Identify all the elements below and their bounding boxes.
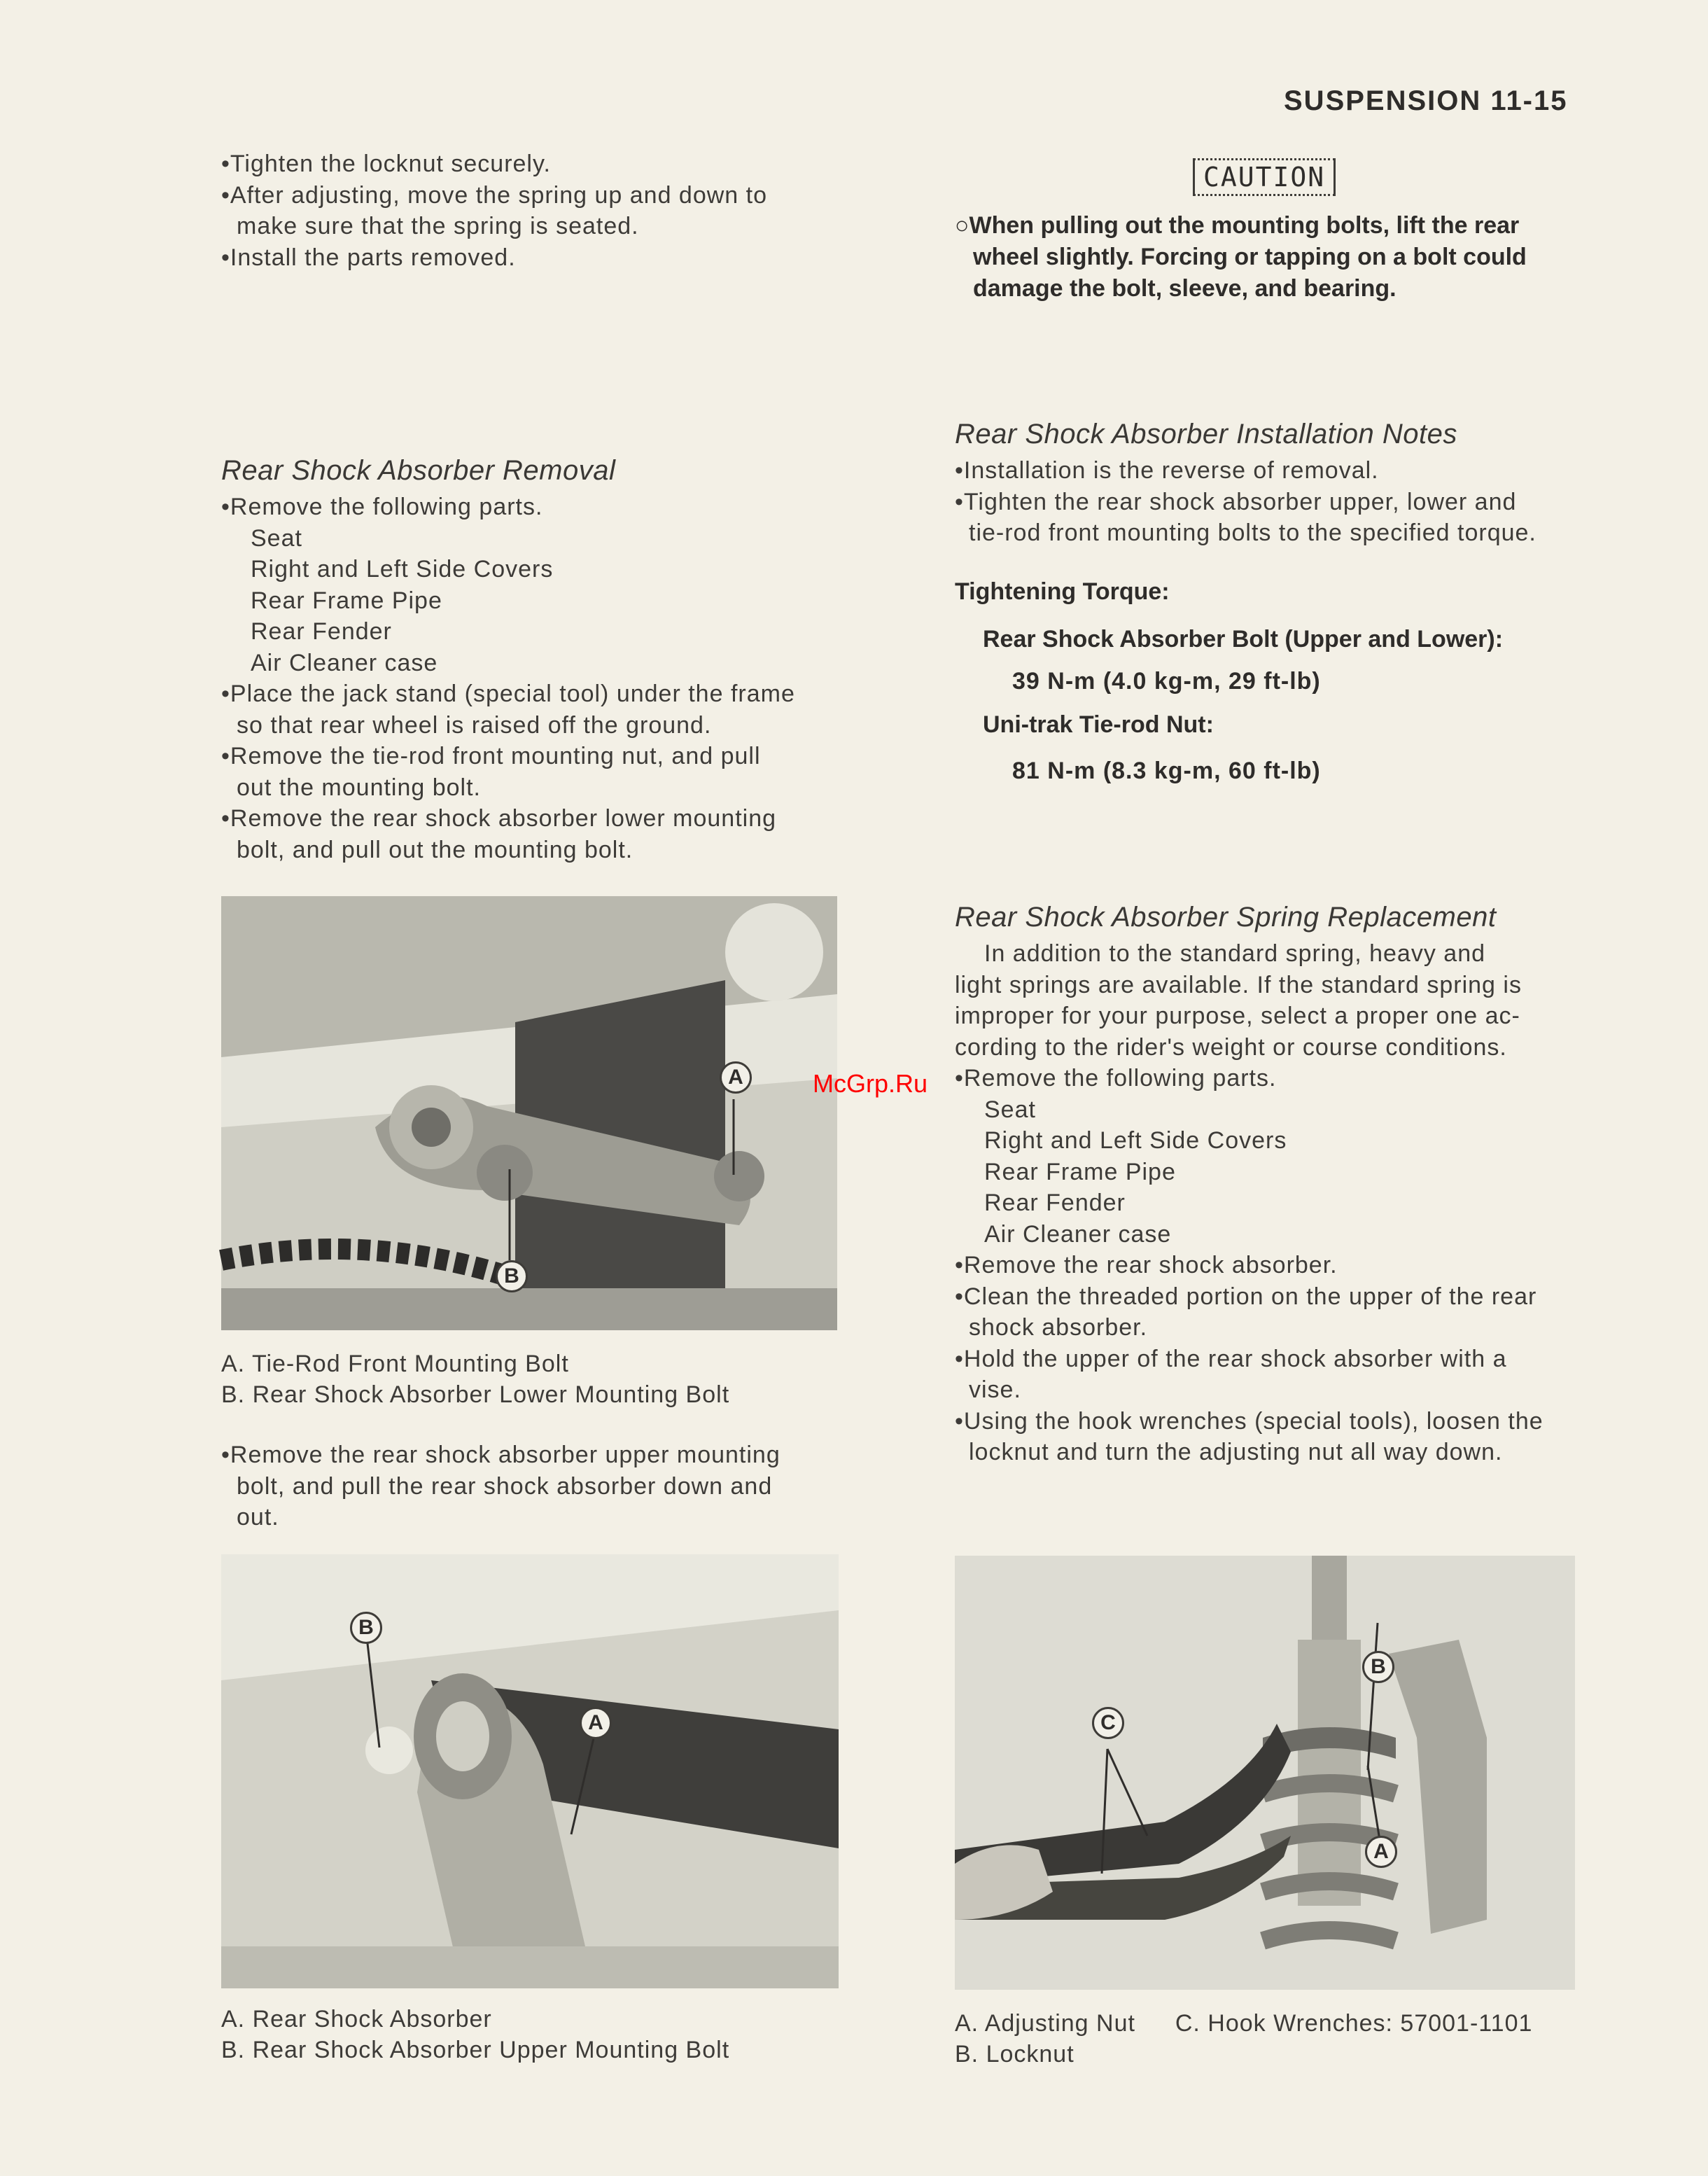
- part-item: Rear Frame Pipe: [251, 587, 442, 614]
- text-line: •Remove the following parts.: [221, 494, 543, 520]
- callout-a: A: [720, 1061, 752, 1094]
- callout-b: B: [350, 1612, 382, 1644]
- text-line: ○When pulling out the mounting bolts, lift the rear: [955, 212, 1520, 239]
- part-item: Rear Fender: [984, 1190, 1126, 1216]
- part-item: Rear Frame Pipe: [984, 1158, 1176, 1185]
- photo-spring-wrench-illustration: [955, 1556, 1575, 1990]
- photo2-caption: [221, 2004, 872, 2065]
- text-line: In addition to the standard spring, heavy and: [984, 940, 1486, 967]
- torque-value-1: 39 N-m (4.0 kg-m, 29 ft-lb): [1012, 668, 1321, 695]
- text-line: •Installation is the reverse of removal.: [955, 457, 1379, 484]
- removal-heading: Rear Shock Absorber Removal: [221, 455, 616, 486]
- caption-b: B. Rear Shock Absorber Upper Mounting Bolt: [221, 2037, 730, 2063]
- part-item: Right and Left Side Covers: [251, 556, 554, 583]
- removal-more-text: [221, 1439, 872, 1533]
- caution-label: CAUTION: [1193, 158, 1336, 196]
- text-line: vise.: [969, 1376, 1021, 1403]
- text-line: •Remove the following parts.: [955, 1065, 1277, 1092]
- page-header: SUSPENSION 11-15: [1284, 85, 1568, 116]
- callout-a: A: [580, 1707, 612, 1739]
- text-line: damage the bolt, sleeve, and bearing.: [973, 275, 1396, 302]
- text-line: •Tighten the rear shock absorber upper, lower and: [955, 488, 1517, 515]
- text-line: out.: [237, 1504, 279, 1530]
- text-line: wheel slightly. Forcing or tapping on a bolt could: [973, 244, 1527, 270]
- removal-text: [221, 491, 872, 865]
- torque-item-1: Rear Shock Absorber Bolt (Upper and Lower):: [983, 626, 1504, 653]
- caption-b: B. Rear Shock Absorber Lower Mounting Bolt: [221, 1381, 730, 1408]
- photo3-caption: [955, 2008, 1606, 2070]
- text-line: •Remove the rear shock absorber upper mounting: [221, 1442, 780, 1468]
- caption-a: A. Rear Shock Absorber: [221, 2006, 492, 2032]
- text-line: out the mounting bolt.: [237, 774, 482, 801]
- spring-heading: Rear Shock Absorber Spring Replacement: [955, 902, 1497, 933]
- text-line: light springs are available. If the standard spring is: [955, 971, 1522, 998]
- text-line: •After adjusting, move the spring up and down to: [221, 181, 768, 209]
- photo-tie-rod: [221, 896, 928, 1330]
- photo-shock-upper-illustration: [221, 1554, 839, 1988]
- callout-c: C: [1092, 1707, 1124, 1739]
- part-item: Seat: [251, 524, 302, 552]
- photo-watermark: McGrp.Ru: [813, 1069, 928, 1098]
- caption-a: A. Tie-Rod Front Mounting Bolt: [221, 1351, 569, 1377]
- text-line: bolt, and pull out the mounting bolt.: [237, 836, 634, 863]
- photo-spring-wrench: [955, 1556, 1575, 1990]
- part-item: Air Cleaner case: [984, 1220, 1172, 1248]
- callout-b: B: [1362, 1651, 1394, 1683]
- photo-shock-upper: [221, 1554, 839, 1988]
- caution-text: [955, 210, 1599, 305]
- part-item: Air Cleaner case: [251, 649, 438, 676]
- text-line: make sure that the spring is seated.: [237, 213, 639, 239]
- text-line: •Install the parts removed.: [221, 244, 516, 271]
- text-line: •Hold the upper of the rear shock absorber with a: [955, 1345, 1507, 1372]
- text-line: locknut and turn the adjusting nut all way down.: [969, 1439, 1503, 1465]
- text-line: •Place the jack stand (special tool) under the frame: [221, 681, 795, 707]
- text-line: •Remove the rear shock absorber lower mounting: [221, 805, 777, 832]
- text-line: so that rear wheel is raised off the ground.: [237, 711, 712, 739]
- part-item: Rear Fender: [251, 618, 392, 645]
- text-line: •Remove the rear shock absorber.: [955, 1252, 1338, 1278]
- photo-tie-rod-illustration: [221, 896, 928, 1330]
- text-line: •Remove the tie-rod front mounting nut, and pull: [221, 743, 761, 769]
- callout-a: A: [1365, 1836, 1397, 1868]
- text-line: bolt, and pull the rear shock absorber down and: [237, 1472, 773, 1500]
- spring-text: [955, 938, 1599, 1468]
- text-line: •Tighten the locknut securely.: [221, 151, 551, 177]
- torque-item-2: Uni-trak Tie-rod Nut:: [983, 711, 1214, 738]
- text-line: shock absorber.: [969, 1314, 1148, 1341]
- torque-title: Tightening Torque:: [955, 578, 1170, 605]
- text-line: •Clean the threaded portion on the upper of the rear: [955, 1283, 1537, 1310]
- callout-b: B: [496, 1260, 528, 1292]
- torque-value-2: 81 N-m (8.3 kg-m, 60 ft-lb): [1012, 758, 1321, 784]
- text-line: •Using the hook wrenches (special tools), loosen the: [955, 1407, 1544, 1435]
- photo1-caption: [221, 1348, 872, 1410]
- part-item: Seat: [984, 1096, 1036, 1123]
- installation-heading: Rear Shock Absorber Installation Notes: [955, 419, 1457, 449]
- caption-a: A. Adjusting Nut: [955, 2010, 1135, 2037]
- part-item: Right and Left Side Covers: [984, 1127, 1287, 1154]
- text-line: improper for your purpose, select a proper one ac-: [955, 1003, 1520, 1029]
- caption-row-1: [955, 2008, 1606, 2039]
- caption-b: B. Locknut: [955, 2041, 1074, 2067]
- text-line: cording to the rider's weight or course conditions.: [955, 1033, 1507, 1061]
- installation-text: [955, 455, 1606, 549]
- caption-c: C. Hook Wrenches: 57001-1101: [1175, 2010, 1533, 2037]
- text-line: tie-rod front mounting bolts to the specified torque.: [969, 519, 1536, 546]
- left-top-text: [221, 148, 872, 273]
